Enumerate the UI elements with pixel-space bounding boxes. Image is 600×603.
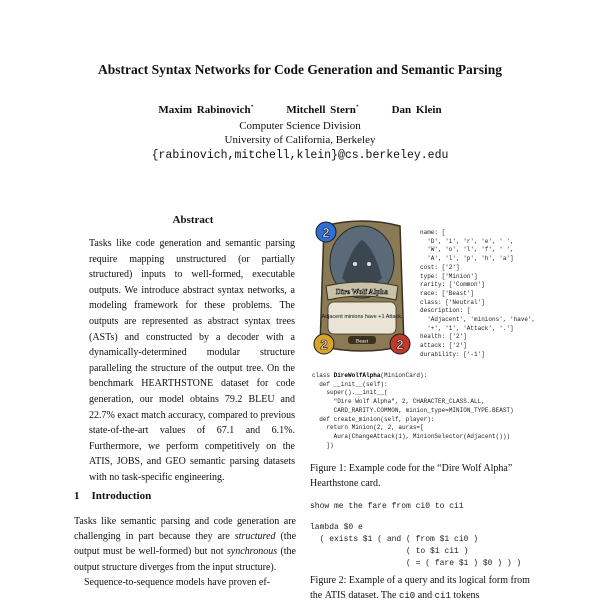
card-type-label: Beast [355,338,369,345]
card-python-code: class DireWolfAlpha(MinionCard): def __init__(self): super().__init__( "Dire Wolf Alpha", 2, CHARACTER_CLASS.ALL, CARD_RARITY.COMMON, minion_type=MINION_TYPE.BEAST) def create_minion(self, player): return Minion(2, 2, auras=[ Aura(ChangeAttack(1), MinionSelector(Adjacent())) ]) [312,372,514,449]
card-attributes-code: name: [ 'D', 'i', 'r', 'e', ' ', 'W', 'o', 'l', 'f', ' ', 'A', 'l', 'p', 'h', 'a'] cost: ['2'] type: ['Minion'] rarity: ['Common'] race: ['Beast'] class: ['Neutral'] description: [ 'Adjacent', 'minions', 'have', '+', '1', 'Attack', '.'] health: ['2'] attack: ['2'] durability: ['-1'] [420,229,536,358]
card-health: 2 [396,337,404,352]
card-name: Dire Wolf Alpha [335,287,389,296]
card-cost: 2 [322,225,330,240]
abstract-heading: Abstract [172,214,214,226]
figure-2-caption: Figure 2: Example of a query and its logical form from the ATIS dataset. The ci0 and ci1 tokens [310,575,530,601]
intro-paragraph-1: Tasks like semantic parsing and code generation are challenging in part because they are structured (the output must be well-formed) but not synchronous (the output structure diverges from the input structure). [74,516,297,573]
section-heading-introduction: 1 Introduction [74,490,152,502]
paper-title: Abstract Syntax Networks for Code Generation and Semantic Parsing [98,62,502,77]
author-1: Maxim Rabinovich* [158,104,254,116]
author-2: Mitchell Stern* [286,104,359,116]
introduction-text [74,514,296,590]
atis-logical-form: lambda $0 e ( exists $1 ( and ( from $1 ci0 ) ( to $1 ci1 ) ( = ( fare $1 ) $0 ) ) ) [310,523,522,568]
figure-1-caption: Figure 1: Example code for the “Dire Wolf Alpha” Hearthstone card. [310,463,513,489]
abstract-body: Tasks like code generation and semantic parsing require mapping unstructured (or partially structured) inputs to well-formed, executable outputs. We introduce abstract syntax networks, a modeling framework for these problems. The outputs are represented as abstract syntax trees (ASTs) and constructed by a decoder with a dynamically-determined modular structure paralleling the structure of the output tree. On the benchmark HEARTHSTONE dataset for code generation, our model obtains 79.2 BLEU and 22.7% exact match accuracy, compared to previous state-of-the-art values of 67.1 and 6.1%. Furthermore, we perform competitively on the ATIS, JOBS, and GEO semantic parsing datasets with no task-specific engineering. [89,238,295,483]
author-3: Dan Klein [391,104,442,116]
author-email: {rabinovich,mitchell,klein}@cs.berkeley.edu [151,149,449,162]
affiliation-line-1: Computer Science Division [239,120,361,132]
author-list [0,104,600,116]
affiliation-line-2: University of California, Berkeley [224,134,376,146]
hearthstone-card-image [312,218,412,358]
atis-query: show me the fare from ci0 to ci1 [310,502,464,511]
intro-paragraph-2: Sequence-to-sequence models have proven ef- [84,576,271,588]
card-attack: 2 [320,337,328,352]
card-text: Adjacent minions have +1 Attack. [321,314,403,320]
